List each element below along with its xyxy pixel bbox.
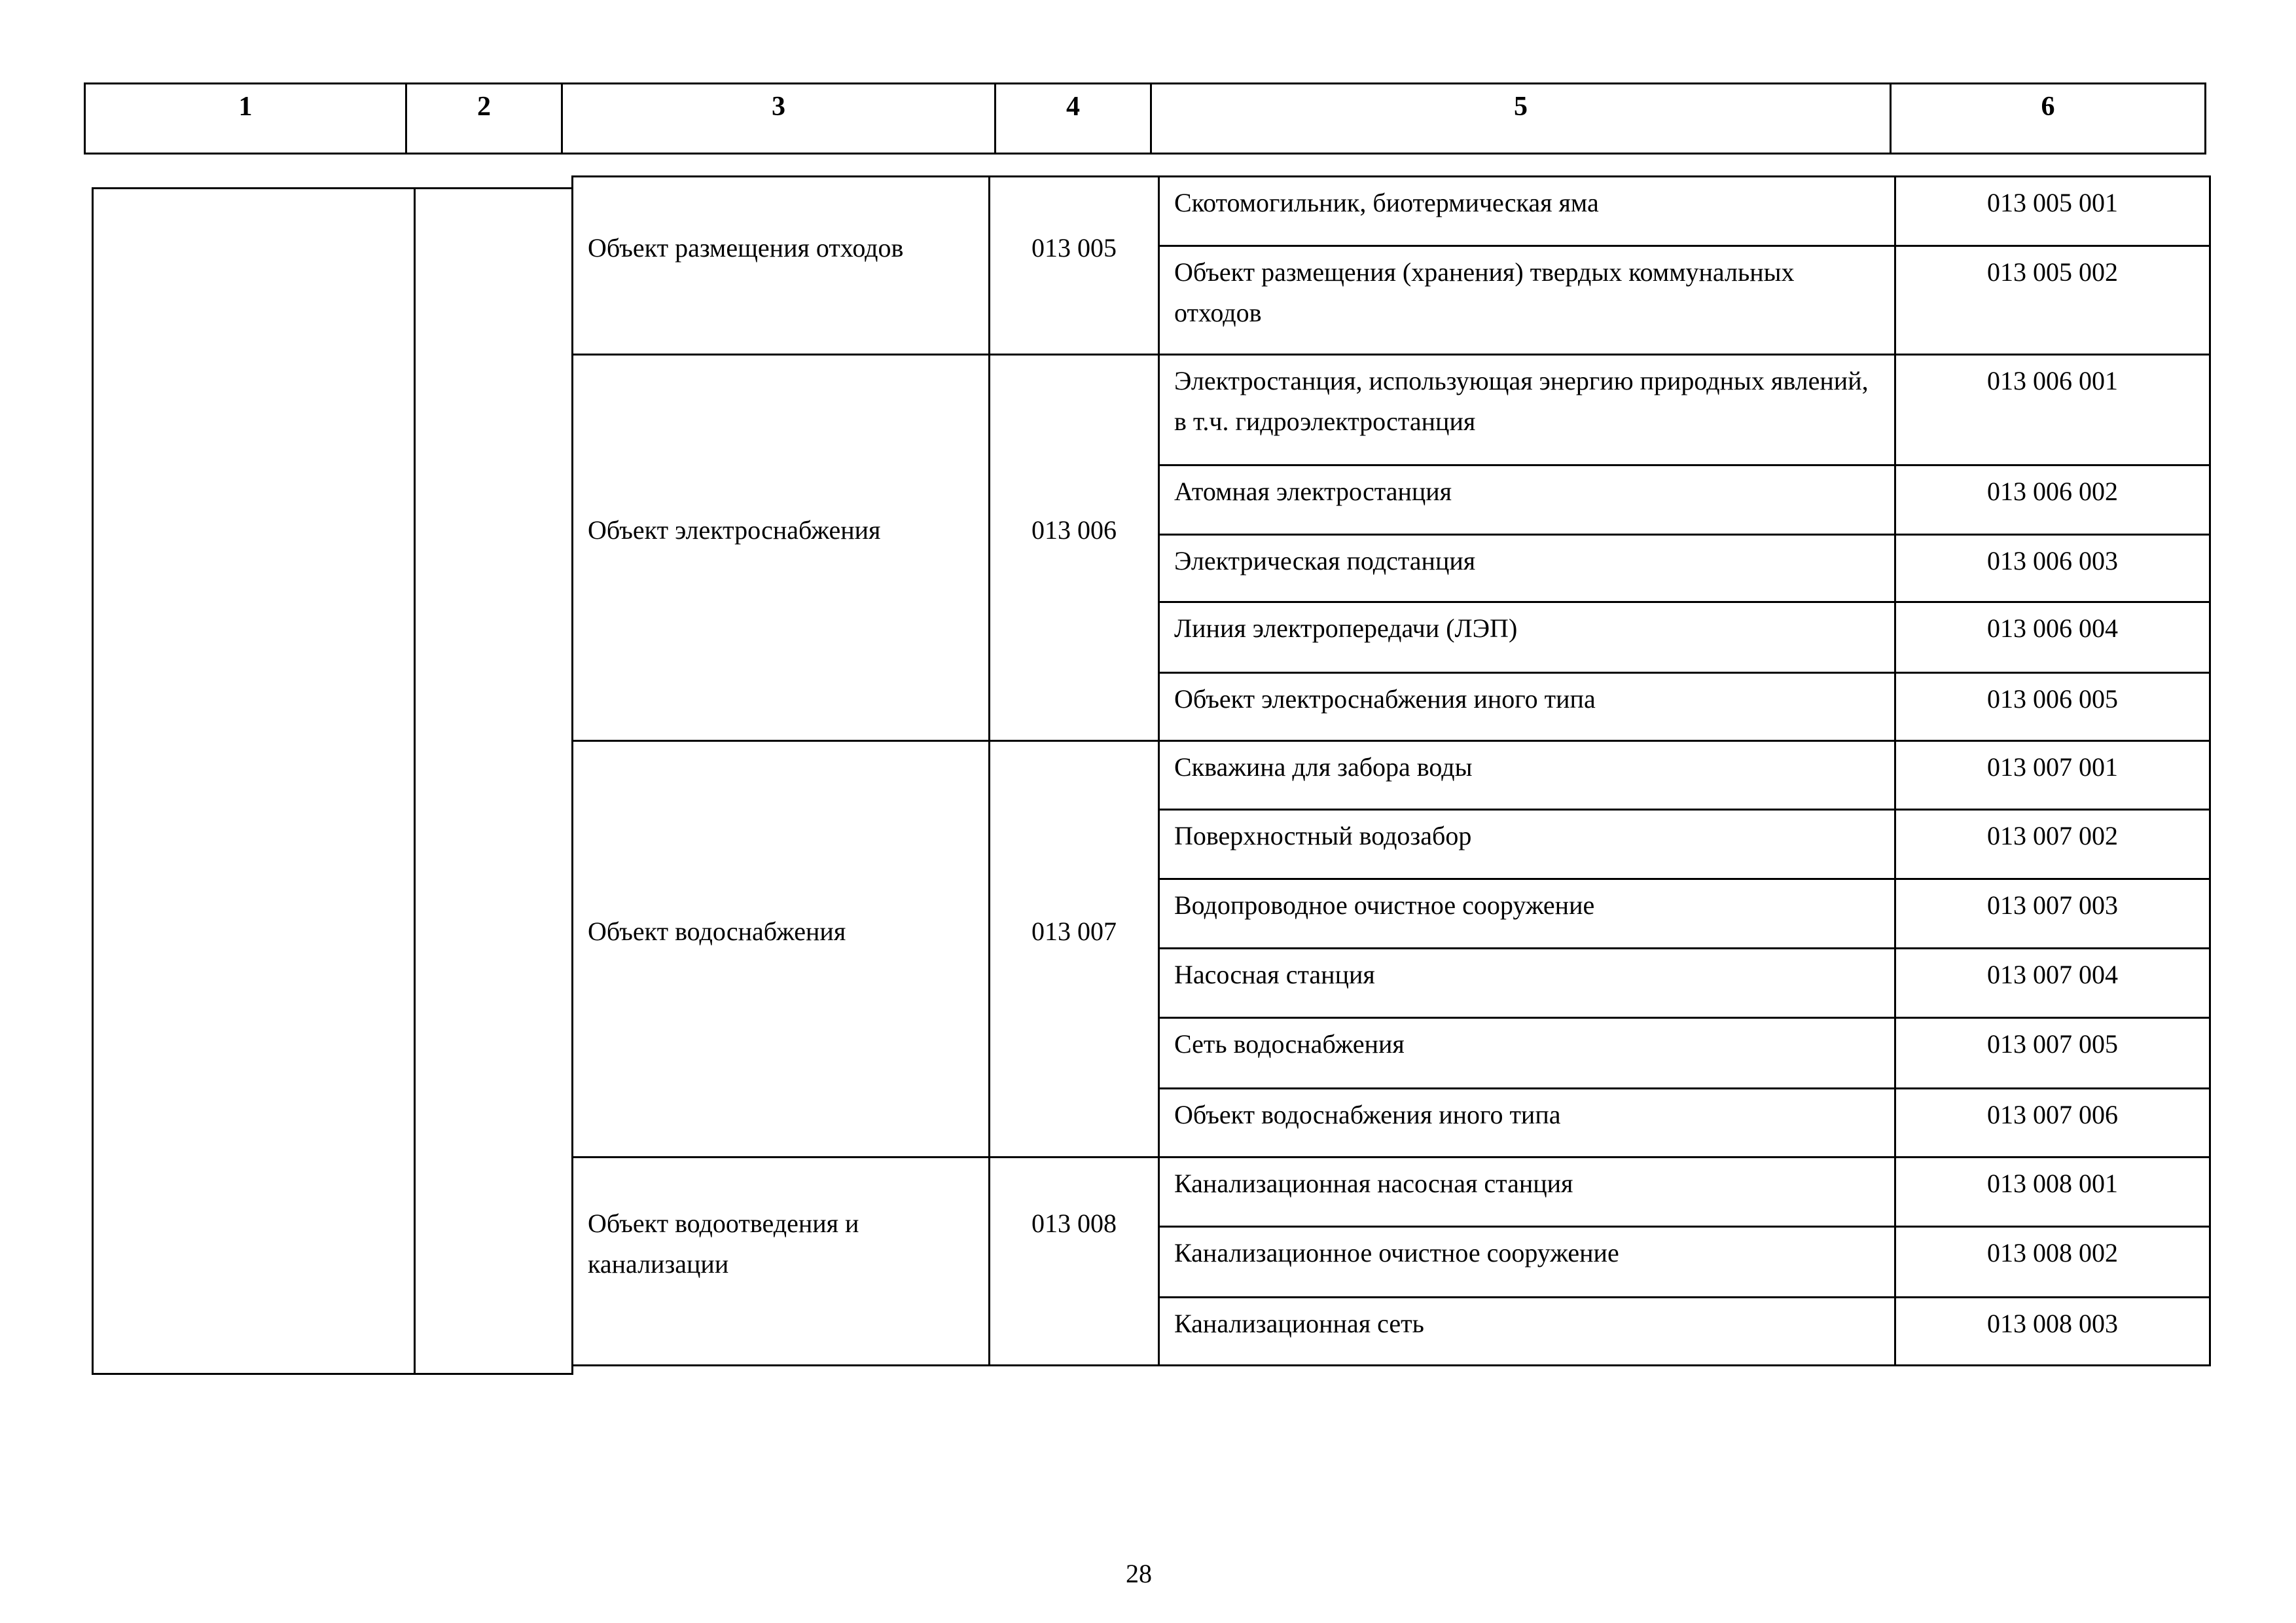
item-name-cell: Насосная станция [1158, 947, 1896, 1019]
item-name-cell: Электростанция, использующая энергию природных явлений, в т.ч. гидроэлектростанция [1158, 354, 1896, 466]
item-name-cell: Объект размещения (хранения) твердых коммунальных отходов [1158, 245, 1896, 356]
item-name-cell: Объект электроснабжения иного типа [1158, 672, 1896, 742]
group-name-cell: Объект электроснабжения [571, 354, 990, 742]
column-1-cell [92, 187, 416, 1375]
item-name-cell: Объект водоснабжения иного типа [1158, 1087, 1896, 1158]
group-code-cell: 013 006 [988, 354, 1160, 742]
item-code-cell: 013 007 003 [1894, 878, 2211, 949]
group-code-cell: 013 008 [988, 1156, 1160, 1366]
item-code-cell: 013 007 001 [1894, 740, 2211, 811]
group-name-cell: Объект водоотведения и канализации [571, 1156, 990, 1366]
group-code-cell: 013 007 [988, 740, 1160, 1158]
item-code-cell: 013 006 003 [1894, 534, 2211, 603]
item-name-cell: Атомная электростанция [1158, 464, 1896, 536]
header-cell-2: 2 [405, 82, 563, 155]
item-code-cell: 013 006 004 [1894, 601, 2211, 674]
page-number: 28 [1126, 1559, 1152, 1588]
group-name-cell: Объект водоснабжения [571, 740, 990, 1158]
item-name-cell: Канализационная насосная станция [1158, 1156, 1896, 1228]
header-cell-6: 6 [1890, 82, 2206, 155]
item-code-cell: 013 007 002 [1894, 809, 2211, 880]
item-name-cell: Канализационное очистное сооружение [1158, 1226, 1896, 1298]
item-code-cell: 013 008 002 [1894, 1226, 2211, 1298]
header-cell-5: 5 [1150, 82, 1892, 155]
item-code-cell: 013 006 005 [1894, 672, 2211, 742]
item-code-cell: 013 008 001 [1894, 1156, 2211, 1228]
group-code-cell: 013 005 [988, 175, 1160, 356]
item-code-cell: 013 005 001 [1894, 175, 2211, 247]
header-cell-1: 1 [84, 82, 407, 155]
item-code-cell: 013 008 003 [1894, 1296, 2211, 1366]
header-cell-3: 3 [561, 82, 996, 155]
item-code-cell: 013 005 002 [1894, 245, 2211, 356]
item-name-cell: Поверхностный водозабор [1158, 809, 1896, 880]
item-name-cell: Водопроводное очистное сооружение [1158, 878, 1896, 949]
item-name-cell: Скотомогильник, биотермическая яма [1158, 175, 1896, 247]
item-code-cell: 013 007 004 [1894, 947, 2211, 1019]
item-name-cell: Сеть водоснабжения [1158, 1017, 1896, 1089]
item-name-cell: Скважина для забора воды [1158, 740, 1896, 811]
item-code-cell: 013 007 006 [1894, 1087, 2211, 1158]
group-name-cell: Объект размещения отходов [571, 175, 990, 356]
item-code-cell: 013 006 001 [1894, 354, 2211, 466]
item-code-cell: 013 006 002 [1894, 464, 2211, 536]
header-cell-4: 4 [994, 82, 1152, 155]
item-name-cell: Линия электропередачи (ЛЭП) [1158, 601, 1896, 674]
item-name-cell: Канализационная сеть [1158, 1296, 1896, 1366]
column-2-cell [414, 187, 573, 1375]
item-name-cell: Электрическая подстанция [1158, 534, 1896, 603]
item-code-cell: 013 007 005 [1894, 1017, 2211, 1089]
